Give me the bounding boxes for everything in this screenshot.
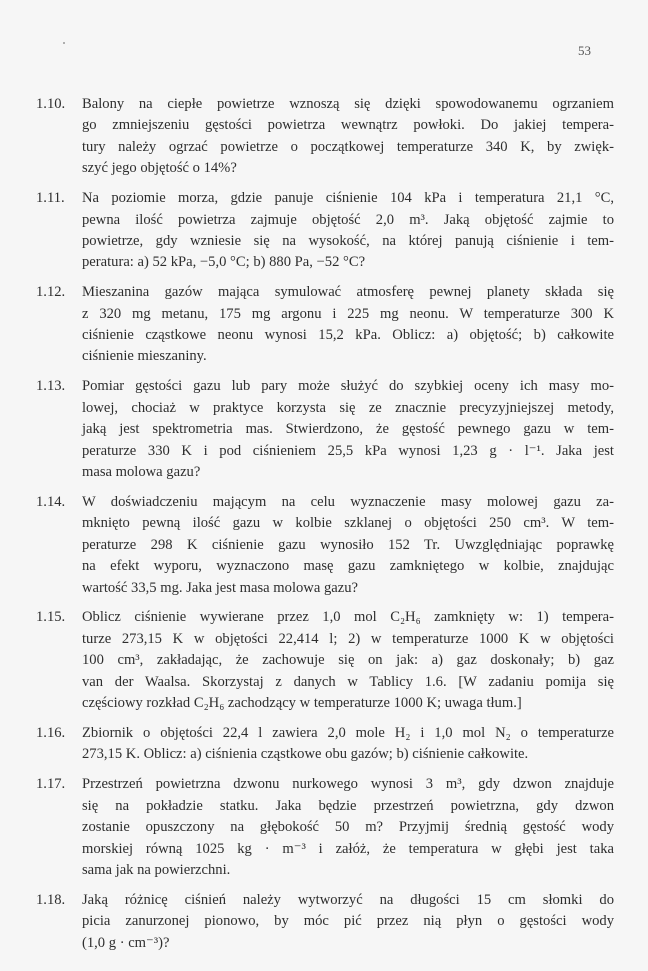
problem-text-line: ciśnienie cząstkowe neonu wynosi 15,2 kPa. Oblicz: a) objętość; b) całkowite: [82, 327, 614, 344]
problem-text-line: powietrze, gdy wzniesie się na wysokość, na której panują ciśnienie i tem-: [82, 232, 614, 249]
problem-text-line: Na poziomie morza, gdzie panuje ciśnienie 104 kPa i temperatura 21,1 °C,: [82, 190, 614, 207]
problem-1-16: [36, 723, 614, 766]
problem-text-line: turze 273,15 K w objętości 22,414 l; 2) w temperaturze 1000 K w objętości: [82, 630, 614, 647]
problem-number: 1.11.: [36, 190, 65, 207]
problem-text-line: Zbiornik o objętości 22,4 l zawiera 2,0 mole H₂ i 1,0 mol N₂ o temperaturze: [82, 724, 614, 741]
problem-text-line: 273,15 K. Oblicz: a) ciśnienia cząstkowe obu gazów; b) ciśnienie całkowite.: [82, 746, 529, 763]
problem-text-line: 100 cm³, zakładając, że zachowuje się on jak: a) gaz doskonały; b) gaz: [82, 652, 614, 669]
problem-text-line: jaką jest spektrometria mas. Stwierdzono, że gęstość pewnego gazu w tem-: [82, 421, 614, 438]
problem-text-line: (1,0 g · cm⁻³)?: [82, 934, 170, 951]
problem-number: 1.17.: [36, 776, 66, 793]
problem-text-line: picia zanurzonej pionowo, by móc pić przez nią płyn o gęstości wody: [82, 913, 614, 930]
problem-text-line: na efekt wyporu, wyznaczono masę gazu zamkniętego w kolbie, znajdując: [82, 558, 614, 575]
problem-text-line: tury należy ogrzać powietrze o początkowej temperaturze 340 K, by zwięk-: [82, 138, 614, 155]
problem-text-line: częściowy rozkład C₂H₆ zachodzący w temperaturze 1000 K; uwaga tłum.]: [82, 695, 522, 712]
problem-text-line: peraturze 298 K ciśnienie gazu wynosiło 152 Tr. Uwzględniając poprawkę: [82, 536, 614, 553]
problem-text-line: W doświadczeniu mającym na celu wyznaczenie masy molowej gazu za-: [82, 493, 614, 510]
problem-1-17: [36, 774, 614, 881]
problem-text-line: Oblicz ciśnienie wywierane przez 1,0 mol C₂H₆ zamknięty w: 1) tempera-: [82, 609, 614, 626]
problem-text-line: Mieszanina gazów mająca symulować atmosferę pewnej planety składa się: [82, 284, 614, 301]
problem-text-line: z 320 mg metanu, 175 mg argonu i 225 mg neonu. W temperaturze 300 K: [82, 305, 614, 322]
problem-text-line: ciśnienie mieszaniny.: [82, 348, 207, 365]
problem-text-line: morskiej równą 1025 kg · m⁻³ i załóż, że temperatura w głębi jest taka: [82, 840, 614, 857]
problem-text-line: peraturze 330 K i pod ciśnieniem 25,5 kPa wynosi 1,23 g · l⁻¹. Jaka jest: [82, 442, 614, 459]
problem-text-line: go zmniejszeniu gęstości powietrza wewnątrz powłoki. Do jakiej tempera-: [82, 117, 614, 134]
problem-text-line: peratura: a) 52 kPa, −5,0 °C; b) 880 Pa, −52 °C?: [82, 254, 366, 271]
problem-text-line: pewna ilość powietrza zajmuje objętość 2,0 m³. Jaką objętość zajmie to: [82, 211, 614, 228]
problem-number: 1.13.: [36, 378, 66, 395]
page-number: 53: [578, 43, 591, 58]
problem-text-line: Pomiar gęstości gazu lub pary może służyć do szybkiej oceny ich masy mo-: [82, 378, 614, 395]
problem-text-line: van der Waalsa. Skorzystaj z danych w Tablicy 1.6. [W zadaniu pomija się: [82, 673, 614, 690]
problem-1-10: [36, 94, 614, 180]
problem-text-line: wartość 33,5 mg. Jaka jest masa molowa gazu?: [82, 579, 358, 596]
problem-list: [36, 94, 614, 963]
problem-number: 1.15.: [36, 609, 66, 626]
problem-text-line: Przestrzeń powietrzna dzwonu nurkowego wynosi 3 m³, gdy dzwon znajduje: [82, 776, 614, 793]
problem-1-18: [36, 890, 614, 954]
problem-number: 1.12.: [36, 284, 66, 301]
problem-text-line: Balony na ciepłe powietrze wznoszą się dzięki spowodowanemu ogrzaniem: [82, 96, 614, 112]
problem-1-14: [36, 492, 614, 599]
problem-text-line: mknięto pewną ilość gazu w kolbie szklanej o objętości 250 cm³. W tem-: [82, 515, 614, 532]
problem-number: 1.16.: [36, 724, 66, 741]
scan-speck: [63, 42, 65, 44]
problem-number: 1.18.: [36, 891, 66, 908]
problem-1-15: [36, 607, 614, 714]
problem-text-line: sama jak na powierzchni.: [82, 861, 231, 878]
problem-text-line: się na pokładzie statku. Jaka będzie przestrzeń powietrzna, gdy dzwon: [82, 797, 614, 814]
problem-number: 1.10.: [36, 96, 66, 112]
problem-1-11: [36, 188, 614, 274]
problem-1-13: [36, 376, 614, 483]
problem-text-line: zostanie opuszczony na głębokość 50 m? Przyjmij średnią gęstość wody: [82, 819, 614, 836]
problem-1-12: [36, 282, 614, 368]
problem-text-line: Jaką różnicę ciśnień należy wytworzyć na długości 15 cm słomki do: [82, 891, 614, 908]
problem-text-line: masa molowa gazu?: [82, 464, 201, 480]
problem-text-line: szyć jego objętość o 14%?: [82, 160, 237, 177]
problem-text-line: lowej, chociaż w praktyce korzysta się ze znacznie precyzyjniejszej metody,: [82, 399, 614, 416]
problem-number: 1.14.: [36, 493, 66, 510]
